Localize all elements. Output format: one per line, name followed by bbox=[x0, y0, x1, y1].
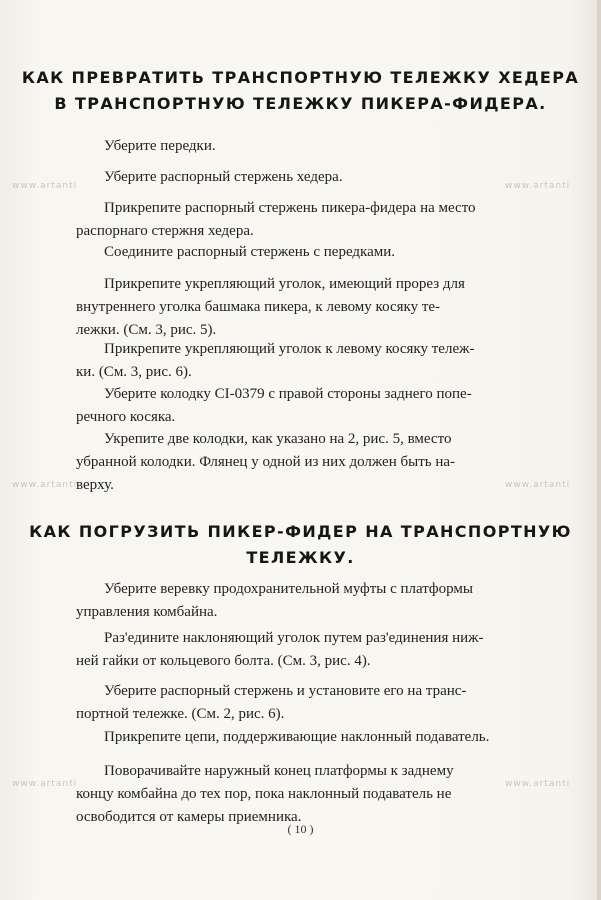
paragraph bbox=[104, 166, 534, 189]
paragraph-line: Уберите колодку CI-0379 с правой стороны заднего попе- bbox=[104, 386, 472, 402]
paragraph bbox=[104, 135, 534, 158]
paragraph-line: Прикрепите укрепляющий уголок, имеющий прорез для bbox=[104, 276, 465, 292]
paragraph bbox=[104, 241, 534, 264]
paragraph-line: Прикрепите укрепляющий уголок к левому косяку тележ- bbox=[104, 341, 475, 357]
paragraph-line: Уберите распорный стержень и установите его на транс- bbox=[104, 683, 467, 699]
section1-title-line2: В ТРАНСПОРТНУЮ ТЕЛЕЖКУ ПИКЕРА-ФИДЕРА. bbox=[54, 94, 547, 113]
watermark: www.artanti bbox=[12, 779, 78, 789]
paragraph-line: Прикрепите цепи, поддерживающие наклонный подаватель. bbox=[104, 729, 490, 745]
watermark: www.artanti bbox=[505, 480, 571, 490]
paragraph-line: внутреннего уголка башмака пикера, к левому косяку те- bbox=[76, 299, 441, 315]
paragraph bbox=[76, 578, 534, 624]
paragraph-line: распорнаго стержня хедера. bbox=[76, 223, 254, 239]
paragraph-line: портной тележке. (См. 2, рис. 6). bbox=[76, 706, 285, 722]
section2-title-line1: КАК ПОГРУЗИТЬ ПИКЕР-ФИДЕР НА ТРАНСПОРТНУЮ bbox=[29, 522, 572, 541]
paragraph-line: Раз'едините наклоняющий уголок путем раз'единения ниж- bbox=[104, 630, 484, 646]
paragraph bbox=[76, 627, 534, 673]
watermark: www.artanti bbox=[505, 779, 571, 789]
paragraph-line: Уберите передки. bbox=[104, 138, 216, 154]
paragraph bbox=[76, 273, 534, 342]
paragraph bbox=[76, 197, 534, 243]
paragraph-line: Соедините распорный стержень с передками. bbox=[104, 244, 396, 260]
paragraph-line: Поворачивайте наружный конец платформы к заднему bbox=[104, 763, 454, 779]
paragraph-line: ней гайки от кольцевого болта. (См. 3, рис. 4). bbox=[76, 653, 371, 669]
page-number: ( 10 ) bbox=[287, 822, 314, 836]
paragraph-line: Прикрепите распорный стержень пикера-фидера на место bbox=[104, 200, 476, 216]
watermark: www.artanti bbox=[505, 181, 571, 191]
section1-title-line1: КАК ПРЕВРАТИТЬ ТРАНСПОРТНУЮ ТЕЛЕЖКУ ХЕДЕРА bbox=[21, 68, 580, 87]
paragraph-line: убранной колодки. Флянец у одной из них должен быть на- bbox=[76, 454, 456, 470]
paragraph-line: управления комбайна. bbox=[76, 604, 218, 620]
paragraph-line: лежки. (См. 3, рис. 5). bbox=[76, 322, 217, 338]
paragraph-line: верху. bbox=[76, 477, 114, 493]
paragraph-line: речного косяка. bbox=[76, 409, 176, 425]
paragraph-line: Укрепите две колодки, как указано на 2, рис. 5, вместо bbox=[104, 431, 452, 447]
paragraph bbox=[76, 760, 534, 829]
watermark: www.artanti bbox=[12, 480, 78, 490]
paragraph bbox=[76, 428, 534, 497]
paragraph bbox=[76, 383, 534, 429]
paragraph-line: освободится от камеры приемника. bbox=[76, 809, 302, 825]
paragraph-line: Уберите распорный стержень хедера. bbox=[104, 169, 343, 185]
paragraph bbox=[76, 338, 534, 384]
paragraph-line: Уберите веревку продохранительной муфты с платформы bbox=[104, 581, 473, 597]
paragraph-line: ки. (См. 3, рис. 6). bbox=[76, 364, 192, 380]
paragraph-line: концу комбайна до тех пор, пока наклонный подаватель не bbox=[76, 786, 452, 802]
watermark: www.artanti bbox=[12, 181, 78, 191]
section2-title-line2: ТЕЛЕЖКУ. bbox=[246, 548, 355, 567]
page-edge bbox=[597, 0, 601, 900]
paragraph bbox=[76, 680, 534, 726]
paragraph bbox=[104, 726, 534, 749]
